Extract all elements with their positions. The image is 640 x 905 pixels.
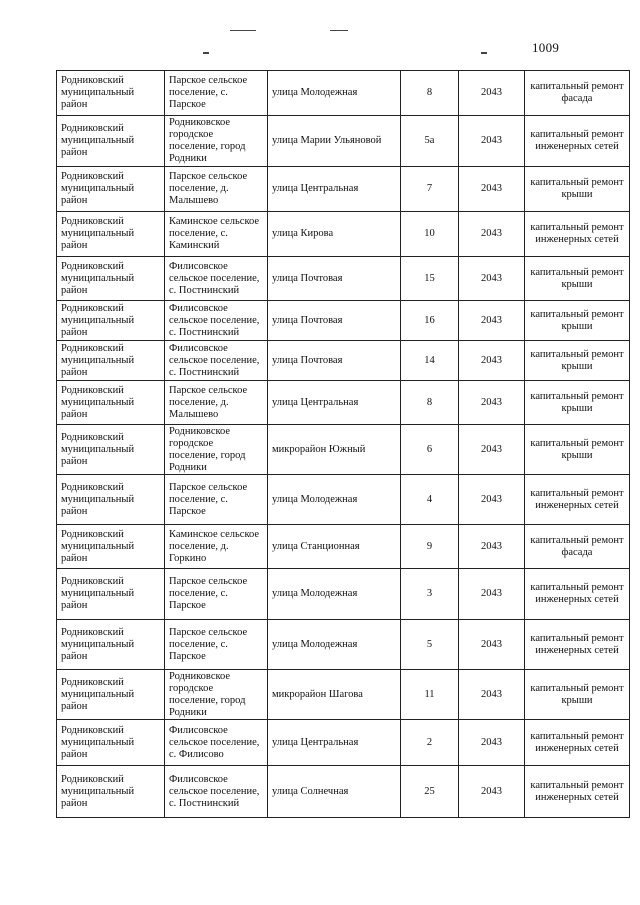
settlement-cell: Каминское сельское поселение, д. Горкино (165, 525, 268, 569)
district-cell: Родниковский муниципальный район (57, 301, 165, 341)
settlement-cell: Родниковское городское поселение, город Родники (165, 425, 268, 475)
scan-artifact (481, 52, 487, 54)
house-number-cell: 15 (401, 257, 459, 301)
scan-artifact (330, 30, 348, 31)
house-number-cell: 8 (401, 71, 459, 116)
street-cell: улица Молодежная (268, 71, 401, 116)
table-body (57, 71, 630, 818)
district-cell: Родниковский муниципальный район (57, 425, 165, 475)
settlement-cell: Филисовское сельское поселение, с. Постнинский (165, 257, 268, 301)
scan-artifact (230, 30, 256, 31)
table-row (57, 116, 630, 167)
house-number-cell: 9 (401, 525, 459, 569)
table-row (57, 569, 630, 620)
table-row (57, 301, 630, 341)
district-cell: Родниковский муниципальный район (57, 720, 165, 766)
registry-table (56, 70, 630, 818)
house-number-cell: 7 (401, 167, 459, 212)
table-row (57, 425, 630, 475)
year-cell: 2043 (459, 116, 525, 167)
table-row (57, 620, 630, 670)
street-cell: улица Солнечная (268, 766, 401, 818)
work-type-cell: капитальный ремонт крыши (525, 670, 630, 720)
district-cell: Родниковский муниципальный район (57, 620, 165, 670)
year-cell: 2043 (459, 766, 525, 818)
street-cell: улица Кирова (268, 212, 401, 257)
street-cell: улица Молодежная (268, 620, 401, 670)
district-cell: Родниковский муниципальный район (57, 766, 165, 818)
street-cell: улица Молодежная (268, 475, 401, 525)
settlement-cell: Родниковское городское поселение, город Родники (165, 116, 268, 167)
table-row (57, 766, 630, 818)
district-cell: Родниковский муниципальный район (57, 525, 165, 569)
work-type-cell: капитальный ремонт фасада (525, 71, 630, 116)
street-cell: улица Центральная (268, 381, 401, 425)
house-number-cell: 8 (401, 381, 459, 425)
table-row (57, 475, 630, 525)
district-cell: Родниковский муниципальный район (57, 257, 165, 301)
street-cell: микрорайон Южный (268, 425, 401, 475)
house-number-cell: 25 (401, 766, 459, 818)
district-cell: Родниковский муниципальный район (57, 116, 165, 167)
street-cell: улица Почтовая (268, 257, 401, 301)
house-number-cell: 14 (401, 341, 459, 381)
work-type-cell: капитальный ремонт инженерных сетей (525, 569, 630, 620)
table-row (57, 71, 630, 116)
table-row (57, 670, 630, 720)
house-number-cell: 5а (401, 116, 459, 167)
year-cell: 2043 (459, 301, 525, 341)
year-cell: 2043 (459, 71, 525, 116)
year-cell: 2043 (459, 620, 525, 670)
house-number-cell: 5 (401, 620, 459, 670)
street-cell: микрорайон Шагова (268, 670, 401, 720)
work-type-cell: капитальный ремонт крыши (525, 341, 630, 381)
settlement-cell: Филисовское сельское поселение, с. Постнинский (165, 766, 268, 818)
district-cell: Родниковский муниципальный район (57, 475, 165, 525)
street-cell: улица Марии Ульяновой (268, 116, 401, 167)
work-type-cell: капитальный ремонт инженерных сетей (525, 720, 630, 766)
house-number-cell: 3 (401, 569, 459, 620)
settlement-cell: Филисовское сельское поселение, с. Филисово (165, 720, 268, 766)
settlement-cell: Филисовское сельское поселение, с. Постнинский (165, 341, 268, 381)
work-type-cell: капитальный ремонт инженерных сетей (525, 620, 630, 670)
settlement-cell: Каминское сельское поселение, с. Каминский (165, 212, 268, 257)
street-cell: улица Почтовая (268, 341, 401, 381)
year-cell: 2043 (459, 167, 525, 212)
table-row (57, 381, 630, 425)
settlement-cell: Парское сельское поселение, с. Парское (165, 569, 268, 620)
street-cell: улица Молодежная (268, 569, 401, 620)
table-row (57, 341, 630, 381)
year-cell: 2043 (459, 569, 525, 620)
work-type-cell: капитальный ремонт крыши (525, 425, 630, 475)
work-type-cell: капитальный ремонт крыши (525, 301, 630, 341)
page-number: 1009 (532, 40, 560, 55)
house-number-cell: 11 (401, 670, 459, 720)
work-type-cell: капитальный ремонт фасада (525, 525, 630, 569)
house-number-cell: 4 (401, 475, 459, 525)
district-cell: Родниковский муниципальный район (57, 71, 165, 116)
work-type-cell: капитальный ремонт инженерных сетей (525, 116, 630, 167)
work-type-cell: капитальный ремонт крыши (525, 167, 630, 212)
district-cell: Родниковский муниципальный район (57, 212, 165, 257)
settlement-cell: Филисовское сельское поселение, с. Постнинский (165, 301, 268, 341)
year-cell: 2043 (459, 425, 525, 475)
year-cell: 2043 (459, 381, 525, 425)
district-cell: Родниковский муниципальный район (57, 167, 165, 212)
district-cell: Родниковский муниципальный район (57, 381, 165, 425)
year-cell: 2043 (459, 670, 525, 720)
district-cell: Родниковский муниципальный район (57, 670, 165, 720)
house-number-cell: 10 (401, 212, 459, 257)
district-cell: Родниковский муниципальный район (57, 569, 165, 620)
settlement-cell: Парское сельское поселение, с. Парское (165, 620, 268, 670)
house-number-cell: 2 (401, 720, 459, 766)
year-cell: 2043 (459, 212, 525, 257)
settlement-cell: Парское сельское поселение, д. Малышево (165, 381, 268, 425)
street-cell: улица Центральная (268, 720, 401, 766)
house-number-cell: 16 (401, 301, 459, 341)
table-row (57, 257, 630, 301)
settlement-cell: Парское сельское поселение, с. Парское (165, 71, 268, 116)
table-row (57, 212, 630, 257)
settlement-cell: Парское сельское поселение, д. Малышево (165, 167, 268, 212)
street-cell: улица Станционная (268, 525, 401, 569)
work-type-cell: капитальный ремонт инженерных сетей (525, 766, 630, 818)
year-cell: 2043 (459, 525, 525, 569)
work-type-cell: капитальный ремонт инженерных сетей (525, 475, 630, 525)
year-cell: 2043 (459, 475, 525, 525)
house-number-cell: 6 (401, 425, 459, 475)
table-row (57, 167, 630, 212)
year-cell: 2043 (459, 341, 525, 381)
street-cell: улица Почтовая (268, 301, 401, 341)
work-type-cell: капитальный ремонт инженерных сетей (525, 212, 630, 257)
work-type-cell: капитальный ремонт крыши (525, 257, 630, 301)
district-cell: Родниковский муниципальный район (57, 341, 165, 381)
settlement-cell: Парское сельское поселение, с. Парское (165, 475, 268, 525)
work-type-cell: капитальный ремонт крыши (525, 381, 630, 425)
settlement-cell: Родниковское городское поселение, город Родники (165, 670, 268, 720)
street-cell: улица Центральная (268, 167, 401, 212)
table-row (57, 525, 630, 569)
table-row (57, 720, 630, 766)
scan-artifact (203, 52, 209, 54)
year-cell: 2043 (459, 720, 525, 766)
year-cell: 2043 (459, 257, 525, 301)
